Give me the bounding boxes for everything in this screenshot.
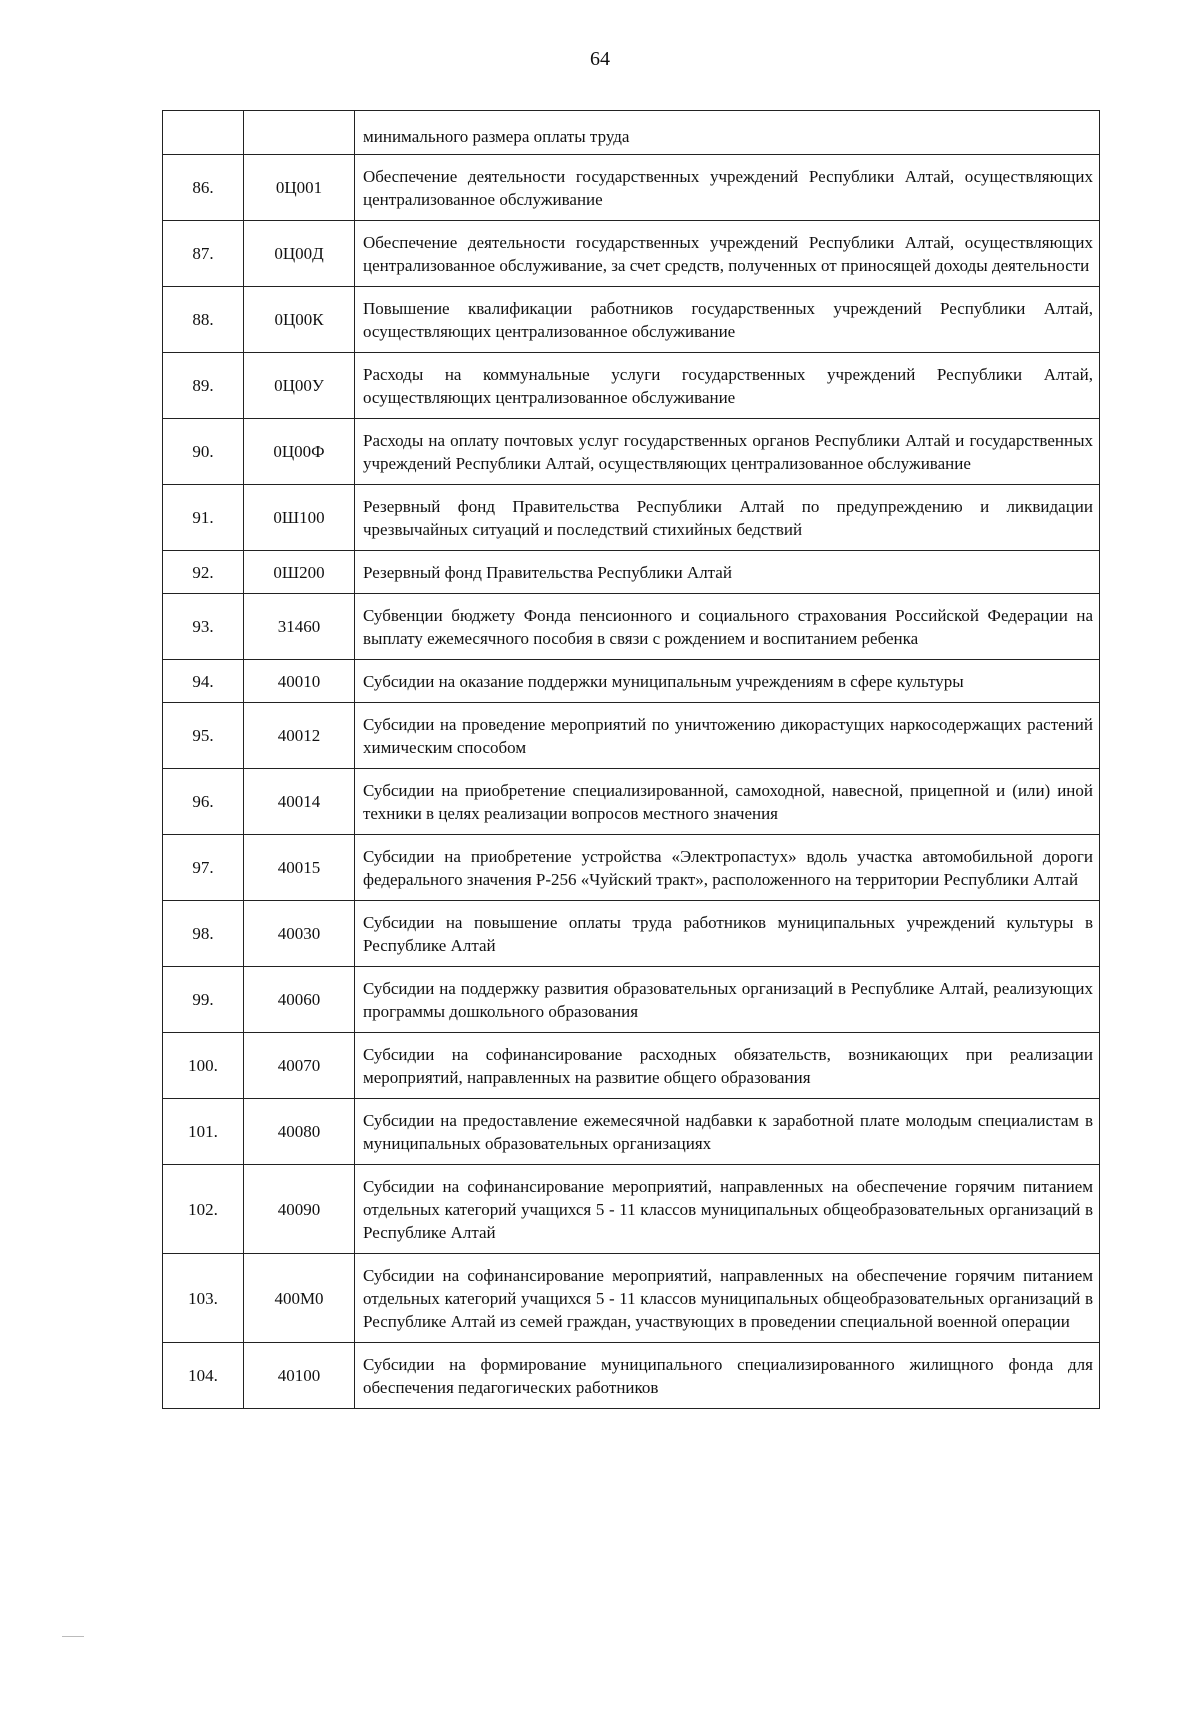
row-number: 86. xyxy=(163,155,244,221)
row-number: 100. xyxy=(163,1033,244,1099)
row-code: 40012 xyxy=(244,703,355,769)
row-code: 40100 xyxy=(244,1343,355,1409)
table-row xyxy=(163,419,1100,485)
row-description: Субсидии на повышение оплаты труда работников муниципальных учреждений культуры в Республике Алтай xyxy=(355,901,1100,967)
row-number: 95. xyxy=(163,703,244,769)
row-number: 92. xyxy=(163,551,244,594)
row-description: Расходы на коммунальные услуги государственных учреждений Республики Алтай, осуществляющих централизованное обслуживание xyxy=(355,353,1100,419)
row-description: Субсидии на софинансирование расходных обязательств, возникающих при реализации мероприятий, направленных на развитие общего образования xyxy=(355,1033,1100,1099)
row-description: Субсидии на поддержку развития образовательных организаций в Республике Алтай, реализующих программы дошкольного образования xyxy=(355,967,1100,1033)
table-row xyxy=(163,594,1100,660)
table-row xyxy=(163,155,1100,221)
table-row xyxy=(163,835,1100,901)
table-row xyxy=(163,901,1100,967)
row-description: Субсидии на приобретение специализированной, самоходной, навесной, прицепной и (или) иной техники в целях реализации вопросов местного значения xyxy=(355,769,1100,835)
row-code: 40070 xyxy=(244,1033,355,1099)
row-number: 88. xyxy=(163,287,244,353)
row-description: Субсидии на софинансирование мероприятий, направленных на обеспечение горячим питанием отдельных категорий учащихся 5 - 11 классов муниципальных общеобразовательных организаций в Республике Алтай xyxy=(355,1165,1100,1254)
budget-classification-table xyxy=(162,110,1100,1409)
row-description: Резервный фонд Правительства Республики Алтай xyxy=(355,551,1100,594)
row-number: 102. xyxy=(163,1165,244,1254)
row-code: 40010 xyxy=(244,660,355,703)
row-code: 40015 xyxy=(244,835,355,901)
table-row xyxy=(163,967,1100,1033)
table-row xyxy=(163,660,1100,703)
row-code: 0Ц00Ф xyxy=(244,419,355,485)
row-code: 40080 xyxy=(244,1099,355,1165)
row-description: Повышение квалификации работников государственных учреждений Республики Алтай, осуществляющих централизованное обслуживание xyxy=(355,287,1100,353)
row-description: Обеспечение деятельности государственных учреждений Республики Алтай, осуществляющих централизованное обслуживание xyxy=(355,155,1100,221)
row-number: 87. xyxy=(163,221,244,287)
row-description: Субсидии на предоставление ежемесячной надбавки к заработной плате молодым специалистам в муниципальных образовательных организациях xyxy=(355,1099,1100,1165)
row-number: 104. xyxy=(163,1343,244,1409)
row-code: 31460 xyxy=(244,594,355,660)
row-description: Субсидии на проведение мероприятий по уничтожению дикорастущих наркосодержащих растений химическим способом xyxy=(355,703,1100,769)
table-row xyxy=(163,1033,1100,1099)
row-description: Резервный фонд Правительства Республики Алтай по предупреждению и ликвидации чрезвычайных ситуаций и последствий стихийных бедствий xyxy=(355,485,1100,551)
row-description: Субвенции бюджету Фонда пенсионного и социального страхования Российской Федерации на выплату ежемесячного пособия в связи с рождением и воспитанием ребенка xyxy=(355,594,1100,660)
table-row xyxy=(163,1165,1100,1254)
row-code: 0Ц001 xyxy=(244,155,355,221)
row-number: 93. xyxy=(163,594,244,660)
row-number: 96. xyxy=(163,769,244,835)
row-code: 0Ц00К xyxy=(244,287,355,353)
row-number: 89. xyxy=(163,353,244,419)
row-number xyxy=(163,111,244,155)
row-code: 400М0 xyxy=(244,1254,355,1343)
row-description: Субсидии на формирование муниципального специализированного жилищного фонда для обеспечения педагогических работников xyxy=(355,1343,1100,1409)
row-code: 40060 xyxy=(244,967,355,1033)
table-row xyxy=(163,287,1100,353)
table-row xyxy=(163,111,1100,155)
table-row xyxy=(163,353,1100,419)
table-row xyxy=(163,703,1100,769)
table-row xyxy=(163,485,1100,551)
table-row xyxy=(163,1099,1100,1165)
table-row xyxy=(163,221,1100,287)
row-description: минимального размера оплаты труда xyxy=(355,111,1100,155)
row-code xyxy=(244,111,355,155)
row-number: 94. xyxy=(163,660,244,703)
row-code: 0Ц00Д xyxy=(244,221,355,287)
row-code: 0Ц00У xyxy=(244,353,355,419)
row-description: Субсидии на софинансирование мероприятий, направленных на обеспечение горячим питанием отдельных категорий учащихся 5 - 11 классов муниципальных общеобразовательных организаций в Республике Алтай из семей граждан, участвующих в проведении специальной военной операции xyxy=(355,1254,1100,1343)
row-code: 0Ш200 xyxy=(244,551,355,594)
page-number: 64 xyxy=(590,48,610,70)
row-code: 40030 xyxy=(244,901,355,967)
table-row xyxy=(163,551,1100,594)
row-code: 0Ш100 xyxy=(244,485,355,551)
table-row xyxy=(163,1254,1100,1343)
row-number: 98. xyxy=(163,901,244,967)
row-number: 101. xyxy=(163,1099,244,1165)
table-row xyxy=(163,769,1100,835)
row-number: 97. xyxy=(163,835,244,901)
row-description: Субсидии на оказание поддержки муниципальным учреждениям в сфере культуры xyxy=(355,660,1100,703)
row-description: Обеспечение деятельности государственных учреждений Республики Алтай, осуществляющих централизованное обслуживание, за счет средств, полученных от приносящей доходы деятельности xyxy=(355,221,1100,287)
row-code: 40014 xyxy=(244,769,355,835)
row-number: 99. xyxy=(163,967,244,1033)
row-description: Расходы на оплату почтовых услуг государственных органов Республики Алтай и государственных учреждений Республики Алтай, осуществляющих централизованное обслуживание xyxy=(355,419,1100,485)
row-code: 40090 xyxy=(244,1165,355,1254)
row-description: Субсидии на приобретение устройства «Электропастух» вдоль участка автомобильной дороги федерального значения Р-256 «Чуйский тракт», расположенного на территории Республики Алтай xyxy=(355,835,1100,901)
row-number: 103. xyxy=(163,1254,244,1343)
row-number: 90. xyxy=(163,419,244,485)
table-row xyxy=(163,1343,1100,1409)
scan-mark xyxy=(62,1636,84,1637)
row-number: 91. xyxy=(163,485,244,551)
